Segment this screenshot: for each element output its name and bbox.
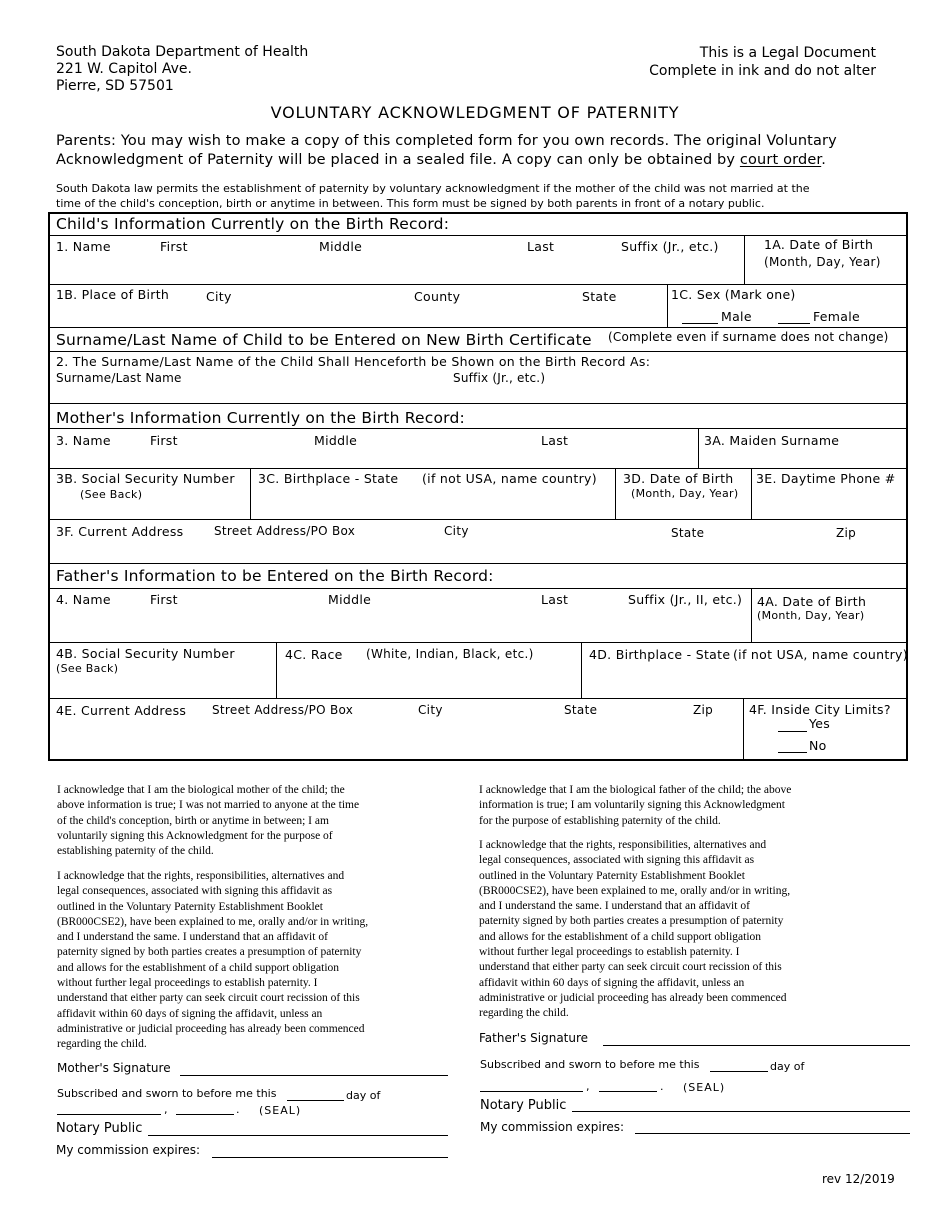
mother-ack-para2: I acknowledge that the rights, responsibilities, alternatives and legal consequences, associated with signing this affidavit as outlined in the Voluntary Paternity Establishment Booklet (BR000CSE2), have been explained to me, orally and/or in writing, and I understand the same. I understand that an affidavit of paternity signed by both parties creates a presumption of paternity and allows for the establishment of a child support obligation without further legal proceedings to establish paternity. I understand that either party can seek circuit court recission of this affidavit within 60 days of signing the affidavit, unless an administrative or judicial proceeding has already been commenced regarding the child. bbox=[57, 870, 369, 1051]
legal-notice-2: Complete in ink and do not alter bbox=[649, 63, 876, 79]
father-seal: (SEAL) bbox=[683, 1081, 726, 1094]
mother-sworn-period: . bbox=[236, 1103, 240, 1116]
father-first-label: First bbox=[150, 592, 178, 607]
surname-lastname-label: Surname/Last Name bbox=[56, 371, 182, 385]
father-ack-para2: I acknowledge that the rights, responsibilities, alternatives and legal consequences, associated with signing this affidavit as outlined in the Voluntary Paternity Establishment Booklet (BR000CSE2), have been explained to me, orally and/or in writing, and I understand the same. I understand that an affidavit of paternity signed by both parties creates a presumption of paternity and allows for the establishment of a child support obligation without further legal proceedings to establish paternity. I understand that either party can seek circuit court recission of this affidavit within 60 days of signing the affidavit, unless an administrative or judicial proceeding has already been commenced regarding the child. bbox=[479, 839, 791, 1020]
mother-state-label: State bbox=[671, 526, 705, 540]
mother-phone-label: 3E. Daytime Phone # bbox=[756, 471, 896, 486]
parents-note-line2 bbox=[56, 152, 826, 168]
mother-notary-label: Notary Public bbox=[56, 1121, 143, 1136]
mother-sworn-month-line[interactable] bbox=[57, 1114, 161, 1115]
mother-first-label: First bbox=[150, 433, 178, 448]
father-ack-para1: I acknowledge that I am the biological father of the child; the above information is true; I am voluntarily signing this Acknowledgment for the purpose of establishing paternity of the child. bbox=[479, 784, 792, 827]
mother-street-label: Street Address/PO Box bbox=[214, 524, 356, 538]
mother-zip-label: Zip bbox=[836, 526, 857, 540]
child-county-label: County bbox=[414, 289, 461, 304]
mother-sworn-text: Subscribed and sworn to before me this bbox=[57, 1087, 277, 1100]
father-sworn-period: . bbox=[660, 1080, 664, 1093]
mother-last-label: Last bbox=[541, 433, 569, 448]
legal-notice-1: This is a Legal Document bbox=[699, 45, 876, 61]
child-sex-label: 1C. Sex (Mark one) bbox=[671, 287, 796, 302]
mother-middle-label: Middle bbox=[314, 433, 358, 448]
mother-address-label: 3F. Current Address bbox=[56, 524, 184, 539]
mother-birthplace-label: 3C. Birthplace - State bbox=[258, 471, 399, 486]
female-label: Female bbox=[813, 309, 860, 324]
mother-birthplace-note: (if not USA, name country) bbox=[422, 471, 597, 486]
city-limits-no-line[interactable] bbox=[778, 752, 807, 753]
father-sworn-day-line[interactable] bbox=[710, 1071, 768, 1072]
mother-ssn-label: 3B. Social Security Number bbox=[56, 471, 235, 486]
mother-dob-sub: (Month, Day, Year) bbox=[631, 487, 739, 500]
male-checkbox-line[interactable] bbox=[682, 323, 718, 324]
mother-name-label: 3. Name bbox=[56, 433, 111, 448]
child-dob-sub: (Month, Day, Year) bbox=[764, 255, 881, 269]
parents-note-end: . bbox=[821, 152, 826, 168]
child-city-label: City bbox=[206, 289, 232, 304]
father-commission-line[interactable] bbox=[635, 1133, 910, 1134]
child-state-label: State bbox=[582, 289, 617, 304]
father-sworn-year-line[interactable] bbox=[599, 1091, 657, 1092]
father-notary-label: Notary Public bbox=[480, 1098, 567, 1113]
child-suffix-label: Suffix (Jr., etc.) bbox=[621, 239, 719, 254]
surname-section-note: (Complete even if surname does not change) bbox=[608, 330, 889, 344]
father-day-of: day of bbox=[770, 1060, 805, 1073]
surname-line-label: 2. The Surname/Last Name of the Child Shall Henceforth be Shown on the Birth Record As: bbox=[56, 354, 651, 369]
agency-city: Pierre, SD 57501 bbox=[56, 78, 174, 94]
male-label: Male bbox=[721, 309, 752, 324]
city-limits-no: No bbox=[809, 738, 827, 753]
agency-name: South Dakota Department of Health bbox=[56, 44, 309, 60]
mother-commission-label: My commission expires: bbox=[56, 1143, 201, 1157]
child-section-title: Child's Information Currently on the Birth Record: bbox=[56, 215, 450, 233]
father-street-label: Street Address/PO Box bbox=[212, 703, 354, 717]
father-ssn-sub: (See Back) bbox=[56, 662, 119, 675]
father-zip-label: Zip bbox=[693, 703, 714, 717]
father-notary-line[interactable] bbox=[572, 1111, 910, 1112]
father-dob-label: 4A. Date of Birth bbox=[757, 594, 867, 609]
form-title: VOLUNTARY ACKNOWLEDGMENT OF PATERNITY bbox=[270, 103, 680, 122]
father-suffix-label: Suffix (Jr., II, etc.) bbox=[628, 592, 743, 607]
parents-note-line1: Parents: You may wish to make a copy of this completed form for you own records. The original Voluntary bbox=[56, 133, 837, 149]
surname-suffix-label: Suffix (Jr., etc.) bbox=[453, 371, 546, 385]
mother-day-of: day of bbox=[346, 1089, 381, 1102]
agency-street: 221 W. Capitol Ave. bbox=[56, 61, 192, 77]
father-ssn-label: 4B. Social Security Number bbox=[56, 646, 235, 661]
mother-sworn-year-line[interactable] bbox=[176, 1114, 234, 1115]
court-order-text: court order bbox=[739, 152, 822, 168]
mother-maiden-label: 3A. Maiden Surname bbox=[704, 433, 840, 448]
city-limits-yes: Yes bbox=[809, 716, 831, 731]
father-race-label: 4C. Race bbox=[285, 647, 343, 662]
father-dob-sub: (Month, Day, Year) bbox=[757, 609, 865, 622]
mother-ack-para1: I acknowledge that I am the biological mother of the child; the above information is true; I was not married to anyone at the time of the child's conception, birth or anytime in between; I am voluntarily signing this Acknowledgment for the purpose of establishing paternity of the child. bbox=[57, 784, 360, 858]
father-signature-line[interactable] bbox=[603, 1045, 910, 1046]
city-limits-label: 4F. Inside City Limits? bbox=[749, 702, 891, 717]
father-race-note: (White, Indian, Black, etc.) bbox=[366, 647, 534, 661]
mother-section-title: Mother's Information Currently on the Birth Record: bbox=[56, 409, 465, 427]
mother-sworn-comma: , bbox=[164, 1103, 168, 1116]
mother-sworn-day-line[interactable] bbox=[287, 1100, 344, 1101]
father-city-label: City bbox=[418, 703, 443, 717]
father-sworn-text: Subscribed and sworn to before me this bbox=[480, 1058, 700, 1071]
father-section-title: Father's Information to be Entered on the Birth Record: bbox=[56, 567, 494, 585]
father-state-label: State bbox=[564, 703, 598, 717]
child-pob-label: 1B. Place of Birth bbox=[56, 287, 170, 302]
child-middle-label: Middle bbox=[319, 239, 363, 254]
mother-notary-line[interactable] bbox=[148, 1135, 448, 1136]
female-checkbox-line[interactable] bbox=[778, 323, 810, 324]
father-address-label: 4E. Current Address bbox=[56, 703, 187, 718]
mother-ssn-sub: (See Back) bbox=[80, 488, 143, 501]
law-note-line1: South Dakota law permits the establishment of paternity by voluntary acknowledgment if the mother of the child was not married at the bbox=[56, 182, 810, 195]
child-dob-label: 1A. Date of Birth bbox=[764, 237, 874, 252]
father-sworn-month-line[interactable] bbox=[480, 1091, 583, 1092]
mother-commission-line[interactable] bbox=[212, 1157, 448, 1158]
father-sworn-comma: , bbox=[586, 1080, 590, 1093]
child-last-label: Last bbox=[527, 239, 555, 254]
law-note-line2: time of the child's conception, birth or anytime in between. This form must be signed by both parents in front of a notary public. bbox=[56, 197, 765, 210]
father-middle-label: Middle bbox=[328, 592, 372, 607]
father-signature-label: Father's Signature bbox=[479, 1031, 589, 1045]
father-name-label: 4. Name bbox=[56, 592, 111, 607]
mother-dob-label: 3D. Date of Birth bbox=[623, 471, 734, 486]
child-first-label: First bbox=[160, 239, 188, 254]
revision-date: rev 12/2019 bbox=[822, 1172, 895, 1186]
father-birthplace-note: (if not USA, name country) bbox=[733, 647, 908, 662]
father-birthplace-label: 4D. Birthplace - State bbox=[589, 647, 731, 662]
surname-section-title: Surname/Last Name of Child to be Entered on New Birth Certificate bbox=[56, 331, 592, 349]
mother-city-label: City bbox=[444, 524, 469, 538]
mother-seal: (SEAL) bbox=[259, 1104, 302, 1117]
child-name-label: 1. Name bbox=[56, 239, 111, 254]
city-limits-yes-line[interactable] bbox=[778, 731, 807, 732]
father-commission-label: My commission expires: bbox=[480, 1120, 625, 1134]
mother-signature-line[interactable] bbox=[180, 1075, 448, 1076]
parents-note-text: Acknowledgment of Paternity will be placed in a sealed file. A copy can only be obtained by bbox=[56, 152, 740, 168]
mother-signature-label: Mother's Signature bbox=[57, 1061, 171, 1075]
father-last-label: Last bbox=[541, 592, 569, 607]
